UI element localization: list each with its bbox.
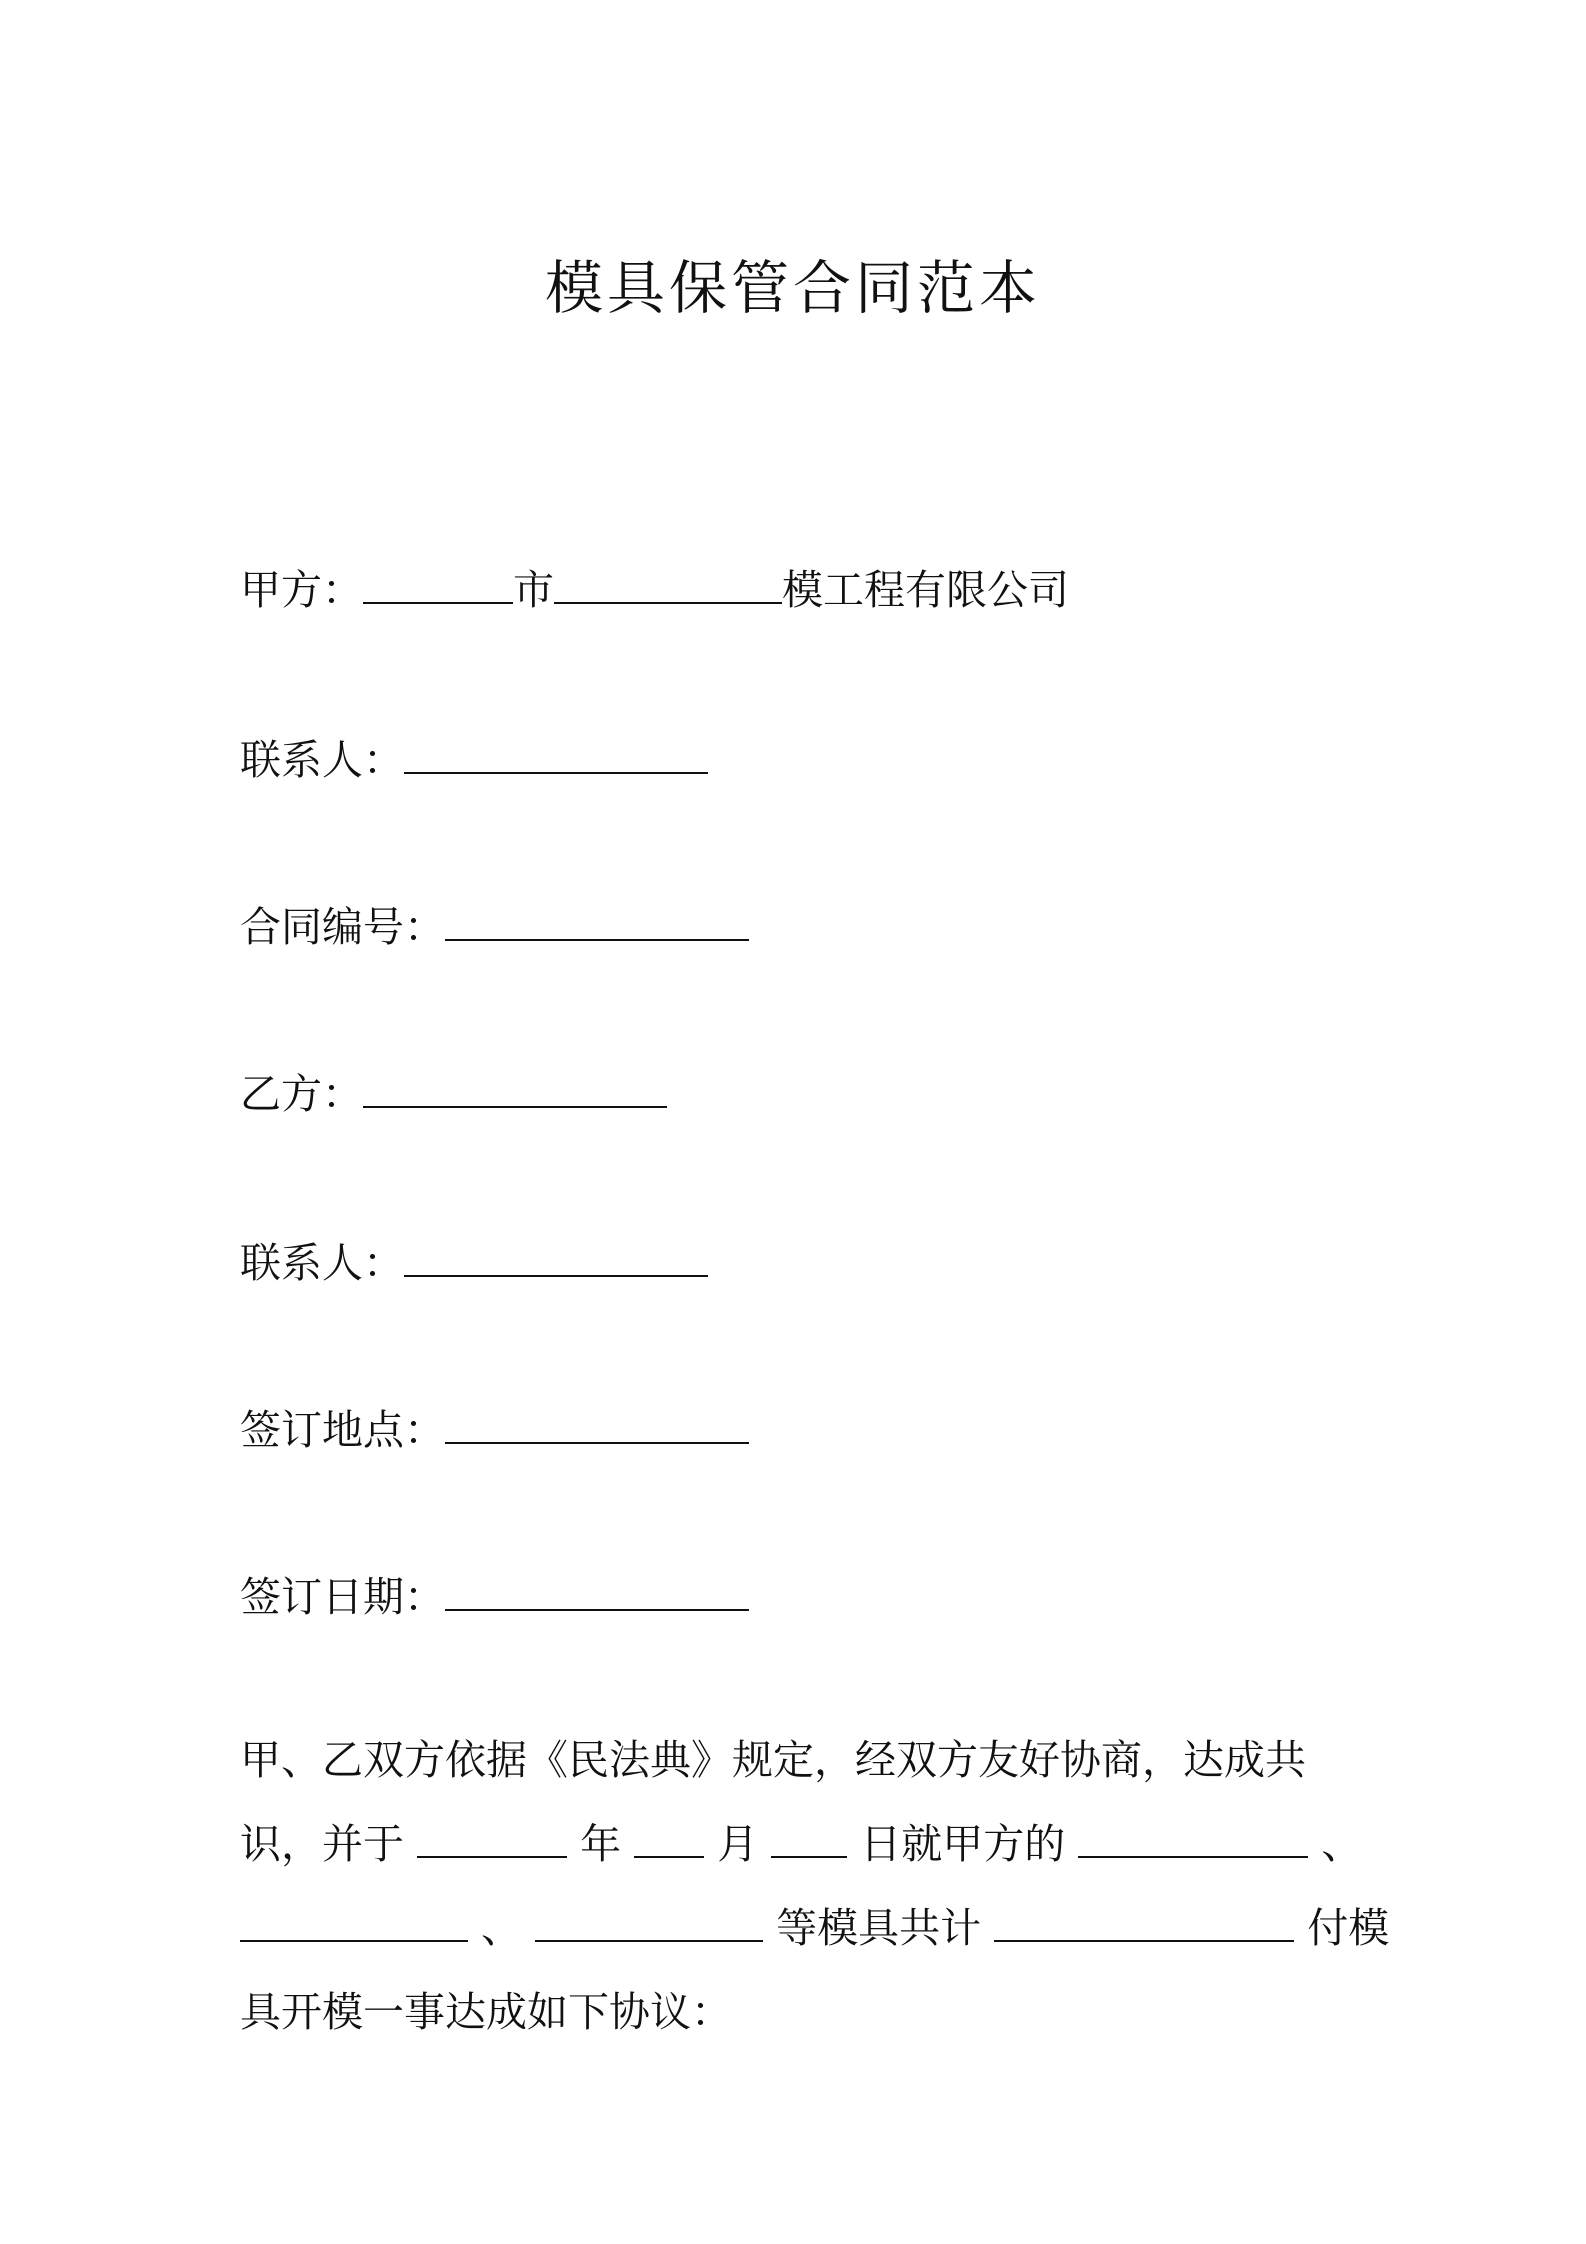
month-blank[interactable]: [634, 1814, 704, 1858]
line2-separator: 、: [1321, 1820, 1363, 1868]
mold-count-blank[interactable]: [994, 1898, 1294, 1942]
sign-date-field: [240, 1567, 749, 1627]
sign-place-label: 签订地点：: [240, 1406, 445, 1454]
paragraph-line-4: 具开模一事达成如下协议：: [240, 1988, 732, 2036]
mold-item-3-blank[interactable]: [535, 1898, 763, 1942]
party-a-city-label: 市: [513, 566, 554, 614]
party-a-city-blank[interactable]: [363, 560, 513, 604]
month-label: 月: [717, 1820, 759, 1868]
sign-date-blank[interactable]: [445, 1567, 749, 1611]
line3-text-end: 付模: [1307, 1904, 1390, 1952]
line3-text-mid: 等模具共计: [776, 1904, 982, 1952]
party-a-name-blank[interactable]: [554, 560, 782, 604]
party-a-label: 甲方：: [240, 566, 363, 614]
party-a-contact-label: 联系人：: [240, 736, 404, 784]
party-b-contact-field: [240, 1233, 708, 1293]
party-a-field: [240, 560, 1069, 620]
year-label: 年: [580, 1820, 622, 1868]
party-b-contact-blank[interactable]: [404, 1233, 708, 1277]
party-a-contact-blank[interactable]: [404, 730, 708, 774]
paragraph-line-1: 甲、乙双方依据《民法典》规定，经双方友好协商，达成共: [240, 1736, 1306, 1784]
contract-number-field: [240, 897, 749, 957]
contract-number-blank[interactable]: [445, 897, 749, 941]
sign-place-field: [240, 1400, 749, 1460]
sign-date-label: 签订日期：: [240, 1573, 445, 1621]
party-b-contact-label: 联系人：: [240, 1239, 404, 1287]
line3-separator: 、: [481, 1904, 523, 1952]
paragraph-line-2: [240, 1802, 1363, 1886]
day-blank[interactable]: [771, 1814, 847, 1858]
mold-item-2-blank[interactable]: [240, 1898, 468, 1942]
day-label: 日就甲方的: [860, 1820, 1066, 1868]
sign-place-blank[interactable]: [445, 1400, 749, 1444]
party-b-field: [240, 1064, 667, 1124]
document-title: 模具保管合同范本: [544, 254, 1041, 322]
agreement-paragraph: [240, 1718, 1390, 2054]
party-a-company-suffix: 模工程有限公司: [782, 566, 1069, 614]
party-b-blank[interactable]: [363, 1064, 667, 1108]
line2-text-a: 识，并于: [240, 1820, 404, 1868]
year-blank[interactable]: [417, 1814, 567, 1858]
party-a-contact-field: [240, 730, 708, 790]
paragraph-line-3: [240, 1886, 1390, 1970]
party-b-label: 乙方：: [240, 1070, 363, 1118]
mold-item-1-blank[interactable]: [1078, 1814, 1308, 1858]
contract-number-label: 合同编号：: [240, 903, 445, 951]
